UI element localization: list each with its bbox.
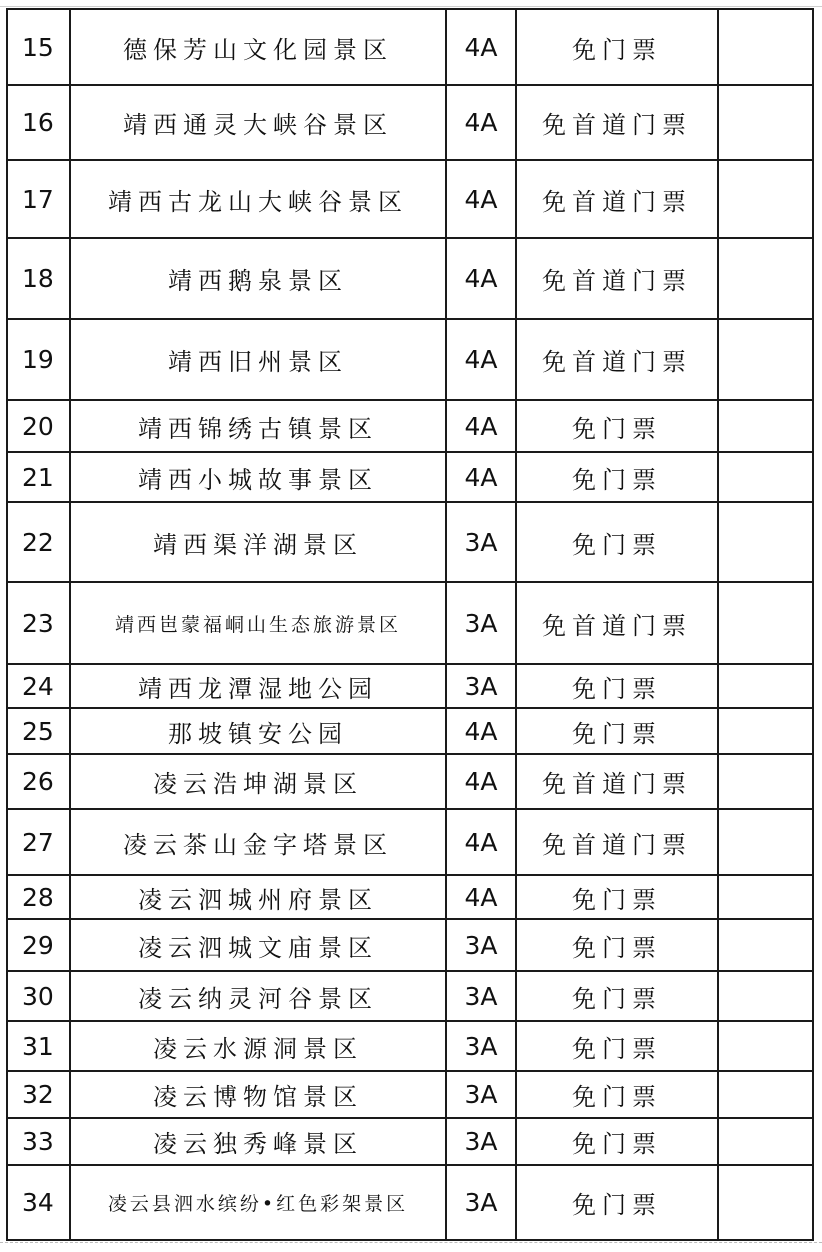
table-row: [7, 708, 813, 754]
row-number: 30: [7, 971, 70, 1021]
row-number: 33: [7, 1118, 70, 1165]
table-row: [7, 971, 813, 1021]
row-number: 19: [7, 319, 70, 400]
scenic-spot-name: 凌云独秀峰景区: [70, 1118, 446, 1165]
ticket-policy: 免首道门票: [516, 160, 718, 238]
table-row: [7, 502, 813, 582]
table-row: [7, 1021, 813, 1071]
table-row: [7, 1071, 813, 1118]
remark-cell: [718, 9, 813, 85]
table-row: [7, 875, 813, 919]
scenic-spot-table: [6, 8, 814, 1241]
remark-cell: [718, 85, 813, 160]
row-number: 25: [7, 708, 70, 754]
scenic-grade: 3A: [446, 1165, 516, 1240]
row-number: 32: [7, 1071, 70, 1118]
scenic-grade: 4A: [446, 160, 516, 238]
row-number: 23: [7, 582, 70, 664]
row-number: 29: [7, 919, 70, 971]
scenic-spot-name: 靖西旧州景区: [70, 319, 446, 400]
table-row: [7, 1165, 813, 1240]
scenic-grade: 4A: [446, 754, 516, 809]
table-row: [7, 238, 813, 319]
table-row: [7, 9, 813, 85]
ticket-policy: 免门票: [516, 708, 718, 754]
scenic-spot-name: 凌云泗城州府景区: [70, 875, 446, 919]
scenic-grade: 3A: [446, 502, 516, 582]
row-number: 24: [7, 664, 70, 708]
scenic-grade: 4A: [446, 319, 516, 400]
table-row: [7, 160, 813, 238]
remark-cell: [718, 1021, 813, 1071]
table-row: [7, 452, 813, 502]
scenic-grade: 4A: [446, 238, 516, 319]
scenic-spot-name: 靖西渠洋湖景区: [70, 502, 446, 582]
scenic-grade: 4A: [446, 708, 516, 754]
scenic-grade: 3A: [446, 919, 516, 971]
ticket-policy: 免门票: [516, 971, 718, 1021]
ticket-policy: 免首道门票: [516, 85, 718, 160]
scenic-spot-name: 德保芳山文化园景区: [70, 9, 446, 85]
remark-cell: [718, 754, 813, 809]
remark-cell: [718, 875, 813, 919]
ticket-policy: 免门票: [516, 919, 718, 971]
remark-cell: [718, 1071, 813, 1118]
ticket-policy: 免门票: [516, 400, 718, 452]
ticket-policy: 免门票: [516, 664, 718, 708]
table-row: [7, 85, 813, 160]
table-row: [7, 1118, 813, 1165]
table-row: [7, 809, 813, 875]
ticket-policy: 免门票: [516, 1021, 718, 1071]
ticket-policy: 免门票: [516, 1165, 718, 1240]
scenic-spot-name: 那坡镇安公园: [70, 708, 446, 754]
remark-cell: [718, 319, 813, 400]
row-number: 21: [7, 452, 70, 502]
scenic-spot-name: 凌云茶山金字塔景区: [70, 809, 446, 875]
remark-cell: [718, 708, 813, 754]
ticket-policy: 免门票: [516, 452, 718, 502]
scenic-grade: 3A: [446, 1021, 516, 1071]
scenic-grade: 4A: [446, 400, 516, 452]
scenic-grade: 3A: [446, 582, 516, 664]
row-number: 18: [7, 238, 70, 319]
scenic-grade: 3A: [446, 1118, 516, 1165]
table-row: [7, 754, 813, 809]
row-number: 26: [7, 754, 70, 809]
scenic-spot-name: 凌云博物馆景区: [70, 1071, 446, 1118]
row-number: 31: [7, 1021, 70, 1071]
table-body: [7, 9, 813, 1240]
row-number: 16: [7, 85, 70, 160]
ticket-policy: 免首道门票: [516, 319, 718, 400]
scenic-grade: 4A: [446, 809, 516, 875]
table-row: [7, 582, 813, 664]
scenic-spot-name: 靖西通灵大峡谷景区: [70, 85, 446, 160]
table-row: [7, 919, 813, 971]
ticket-policy: 免门票: [516, 1071, 718, 1118]
scenic-spot-name: 靖西古龙山大峡谷景区: [70, 160, 446, 238]
ticket-policy: 免门票: [516, 1118, 718, 1165]
scenic-spot-name: 凌云纳灵河谷景区: [70, 971, 446, 1021]
table-row: [7, 319, 813, 400]
row-number: 15: [7, 9, 70, 85]
ticket-policy: 免首道门票: [516, 582, 718, 664]
scenic-spot-name: 靖西鹅泉景区: [70, 238, 446, 319]
remark-cell: [718, 582, 813, 664]
scenic-spot-name: 凌云泗城文庙景区: [70, 919, 446, 971]
row-number: 17: [7, 160, 70, 238]
scenic-grade: 3A: [446, 971, 516, 1021]
remark-cell: [718, 238, 813, 319]
remark-cell: [718, 809, 813, 875]
remark-cell: [718, 919, 813, 971]
remark-cell: [718, 971, 813, 1021]
scenic-spot-name: 靖西岜蒙福峒山生态旅游景区: [70, 582, 446, 664]
scenic-spot-name: 凌云县泗水缤纷•红色彩架景区: [70, 1165, 446, 1240]
remark-cell: [718, 502, 813, 582]
scenic-spot-name: 靖西锦绣古镇景区: [70, 400, 446, 452]
ticket-policy: 免首道门票: [516, 238, 718, 319]
remark-cell: [718, 1118, 813, 1165]
scenic-spot-name: 靖西小城故事景区: [70, 452, 446, 502]
page-bottom-edge: [0, 1242, 822, 1243]
remark-cell: [718, 1165, 813, 1240]
row-number: 22: [7, 502, 70, 582]
table-row: [7, 664, 813, 708]
ticket-policy: 免门票: [516, 875, 718, 919]
scenic-spot-name: 凌云水源洞景区: [70, 1021, 446, 1071]
row-number: 27: [7, 809, 70, 875]
ticket-policy: 免门票: [516, 9, 718, 85]
page-top-edge: [0, 0, 822, 7]
scenic-grade: 3A: [446, 1071, 516, 1118]
remark-cell: [718, 400, 813, 452]
scenic-grade: 4A: [446, 452, 516, 502]
row-number: 28: [7, 875, 70, 919]
scenic-spot-name: 凌云浩坤湖景区: [70, 754, 446, 809]
scenic-grade: 4A: [446, 9, 516, 85]
scenic-grade: 3A: [446, 664, 516, 708]
scenic-grade: 4A: [446, 85, 516, 160]
ticket-policy: 免首道门票: [516, 754, 718, 809]
remark-cell: [718, 160, 813, 238]
scenic-spot-name: 靖西龙潭湿地公园: [70, 664, 446, 708]
remark-cell: [718, 664, 813, 708]
row-number: 34: [7, 1165, 70, 1240]
row-number: 20: [7, 400, 70, 452]
ticket-policy: 免首道门票: [516, 809, 718, 875]
remark-cell: [718, 452, 813, 502]
table-row: [7, 400, 813, 452]
scenic-grade: 4A: [446, 875, 516, 919]
ticket-policy: 免门票: [516, 502, 718, 582]
